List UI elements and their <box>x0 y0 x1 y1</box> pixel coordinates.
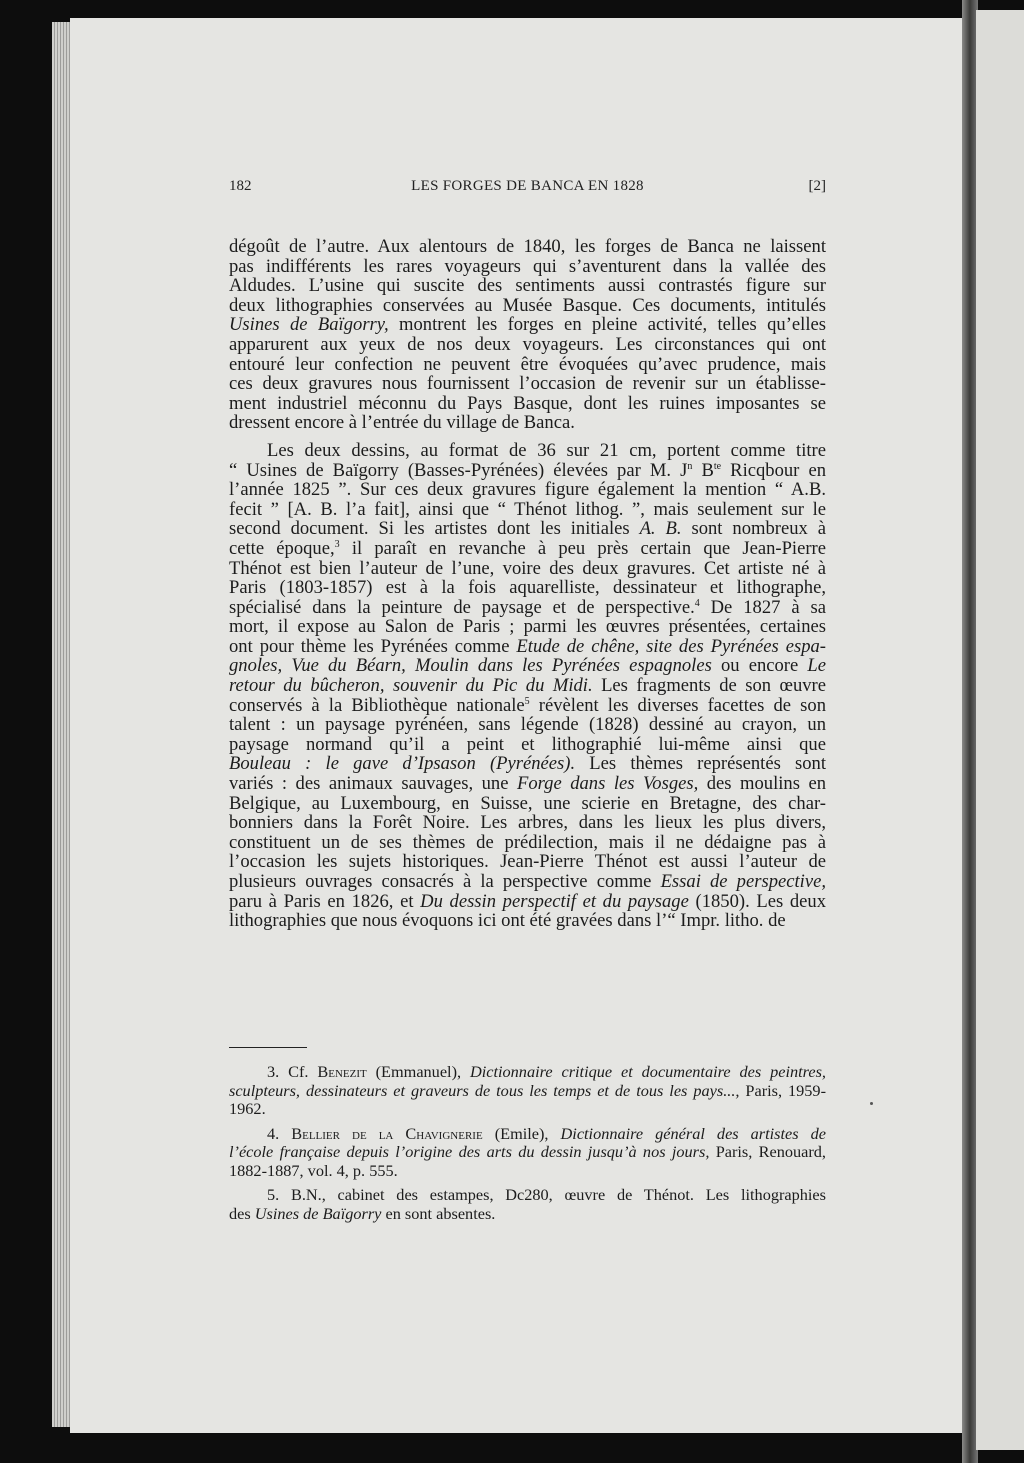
paragraph <box>229 441 826 931</box>
text-run: B <box>692 459 714 481</box>
text-run: il paraît en revanche à peu près certain que Jean-Pierre <box>339 537 826 559</box>
italic-text: gnoles, Vue du Béarn, Moulin dans les Pyrénées espagnoles <box>229 655 712 677</box>
text-line <box>229 480 826 500</box>
footnote <box>229 1125 826 1181</box>
text-line <box>229 637 826 657</box>
footnote-rule <box>229 1047 307 1048</box>
text-run: dressent encore à l’entrée du village de Banca. <box>229 412 575 434</box>
text-line <box>229 1143 826 1162</box>
text-run: pas indifférents les rares voyageurs qui s’aventurent dans la vallée des <box>229 255 826 277</box>
text-run: 3. Cf. <box>267 1062 318 1081</box>
facing-page-edge <box>976 10 1024 1450</box>
text-line <box>229 696 826 716</box>
text-line <box>229 335 826 355</box>
text-line <box>229 794 826 814</box>
text-run: ou encore <box>711 655 808 677</box>
text-line <box>229 315 826 335</box>
italic-text: l’école française depuis l’origine des arts du dessin jusqu’à nos jours, <box>229 1142 710 1161</box>
italic-text: Du dessin perspectif et du paysage <box>420 890 689 912</box>
text-line <box>229 735 826 755</box>
footnotes <box>229 1063 826 1223</box>
text-line <box>229 617 826 637</box>
text-run: mort, il expose au Salon de Paris ; parmi les œuvres présentées, certaines <box>229 616 826 638</box>
text-run: apparurent aux yeux de nos deux voyageurs. Les circonstances qui ont <box>229 333 826 355</box>
italic-text: Etude de chêne, site des Pyrénées espa- <box>516 635 826 657</box>
text-run: sont nombreux à <box>681 518 826 540</box>
text-line <box>229 656 826 676</box>
text-run: plusieurs ouvrages consacrés à la perspective comme <box>229 871 661 892</box>
text-run: ont pour thème les Pyrénées comme <box>229 635 517 657</box>
running-title: LES FORGES DE BANCA EN 1828 <box>411 178 644 194</box>
text-run: Belgique, au Luxembourg, en Suisse, une scierie en Bretagne, des char- <box>229 792 826 814</box>
text-line <box>229 237 826 257</box>
text-line <box>229 1082 826 1101</box>
text-line <box>229 754 826 774</box>
text-line <box>229 461 826 481</box>
text-line <box>229 676 826 696</box>
footnote <box>229 1186 826 1223</box>
text-run: Paris (1803-1857) est à la fois aquarelliste, dessinateur et lithographe, <box>229 577 826 599</box>
text-run: cette époque, <box>229 537 335 559</box>
text-line <box>229 1205 826 1224</box>
text-run: entouré leur confection ne peuvent être évoquées qu’avec prudence, mais <box>229 353 826 375</box>
text-run: dégoût de l’autre. Aux alentours de 1840, les forges de Banca ne laissent <box>229 236 826 257</box>
page-number: 182 <box>229 178 252 194</box>
italic-text: sculpteurs, dessinateurs et graveurs de tous les temps et de tous les pays..., <box>229 1080 740 1100</box>
text-run: (1850). Les deux <box>688 890 827 912</box>
footnote-ref: n <box>687 460 693 472</box>
text-run: paysage normand qu’il a peint et lithographié lui-même ainsi que <box>229 733 826 755</box>
text-run: 1962. <box>229 1099 266 1118</box>
text-line <box>229 500 826 520</box>
footnote-ref: 5 <box>524 695 530 707</box>
paragraph <box>229 237 826 433</box>
text-line <box>229 519 826 539</box>
text-run: Aldudes. L’usine qui suscite des sentiments aussi contrastés figure sur <box>229 275 826 297</box>
footnote-ref: 4 <box>694 597 700 609</box>
text-run: spécialisé dans la peinture de paysage et de perspective. <box>229 596 695 618</box>
text-run: Les fragments de son œuvre <box>592 675 826 697</box>
text-run: des moulins en <box>698 773 826 795</box>
text-run: ment industriel méconnu du Pays Basque, dont les ruines imposantes se <box>229 392 826 414</box>
text-line <box>229 715 826 735</box>
text-run: second document. Si les artistes dont les initiales <box>229 518 640 540</box>
text-run: bonniers dans la Forêt Noire. Les arbres, dans les lieux les plus divers, <box>229 812 826 834</box>
text-run: Benezit <box>317 1062 367 1081</box>
italic-text: Forge dans les Vosges, <box>516 773 699 795</box>
text-line <box>229 539 826 559</box>
italic-text: Le <box>807 655 826 677</box>
text-line <box>229 852 826 872</box>
text-run: Paris, 1959- <box>739 1080 826 1100</box>
text-run: 5. B.N., cabinet des estampes, Dc280, œuvre de Thénot. Les lithographies <box>267 1185 826 1204</box>
text-run: l’occasion les sujets historiques. Jean-Pierre Thénot est aussi l’auteur de <box>229 851 826 873</box>
text-run: (Emile), <box>482 1123 561 1143</box>
italic-text: Usines de Baïgorry, <box>229 314 389 336</box>
text-run: révèlent les diverses facettes de son <box>529 694 826 716</box>
text-line <box>229 911 826 931</box>
running-header <box>229 178 826 198</box>
text-run: (Emmanuel), <box>366 1062 470 1081</box>
text-line <box>229 1162 826 1181</box>
text-line <box>229 872 826 892</box>
text-line <box>229 1125 826 1144</box>
italic-text: Usines de Baïgorry <box>254 1203 382 1223</box>
text-line <box>229 1186 826 1205</box>
footnote <box>229 1063 826 1119</box>
footnote-ref: 3 <box>334 538 340 550</box>
text-line <box>229 559 826 579</box>
text-line <box>229 578 826 598</box>
italic-text: Dictionnaire général des artistes de <box>560 1123 826 1143</box>
text-run: lithographies que nous évoquons ici ont été gravées dans l’“ Impr. litho. de <box>229 910 786 932</box>
text-line <box>229 394 826 414</box>
text-run: en sont absentes. <box>381 1203 496 1223</box>
text-run: Les deux dessins, au format de 36 sur 21 cm, portent comme titre <box>267 439 826 461</box>
italic-text: Dictionnaire critique et documentaire des peintres, <box>469 1062 826 1081</box>
italic-text: Essai de perspective, <box>660 871 826 892</box>
text-line <box>229 374 826 394</box>
text-run: De 1827 à sa <box>699 596 826 618</box>
text-line <box>229 892 826 912</box>
text-run: Ricqbour en <box>721 459 826 481</box>
text-run: l’année 1825 ”. Sur ces deux gravures figure également la mention “ A.B. <box>229 479 826 501</box>
italic-text: retour du bûcheron, souvenir du Pic du Midi. <box>229 675 593 697</box>
text-run: Bellier de la Chavignerie <box>291 1123 483 1143</box>
text-run: “ Usines de Baïgorry (Basses-Pyrénées) élevées par M. J <box>229 459 688 481</box>
text-line <box>229 1100 826 1119</box>
text-run: Thénot est bien l’auteur de l’une, voire des deux gravures. Cet artiste né à <box>229 557 826 579</box>
text-run: montrent les forges en pleine activité, telles qu’elles <box>388 314 826 336</box>
text-run: 1882-1887, vol. 4, p. 555. <box>229 1160 398 1180</box>
text-line <box>229 441 826 461</box>
italic-text: Bouleau : le gave d’Ipsason (Pyrénées). <box>229 753 576 775</box>
text-run: constituent un de ses thèmes de prédilection, mais il ne dédaigne pas à <box>229 831 826 853</box>
text-run: ces deux gravures nous fournissent l’occasion de revenir sur un établisse- <box>229 373 826 395</box>
text-run: variés : des animaux sauvages, une <box>229 773 517 795</box>
footnote-ref: te <box>713 460 722 472</box>
text-run: Les thèmes représentés sont <box>575 753 826 775</box>
text-line <box>229 276 826 296</box>
italic-text: A. B. <box>639 518 682 540</box>
text-run: Paris, Renouard, <box>709 1142 827 1161</box>
text-run: 4. <box>267 1123 292 1143</box>
text-line <box>229 296 826 316</box>
body-text <box>229 237 826 931</box>
section-marker: [2] <box>808 178 826 194</box>
text-run: paru à Paris en 1826, et <box>229 890 421 912</box>
text-run: fecit ” [A. B. l’a fait], ainsi que “ Thénot lithog. ”, mais seulement sur le <box>229 498 826 520</box>
text-line <box>229 413 826 433</box>
text-line <box>229 355 826 375</box>
text-line <box>229 813 826 833</box>
text-line <box>229 257 826 277</box>
text-run: talent : un paysage pyrénéen, sans légende (1828) dessiné au crayon, un <box>229 714 826 736</box>
text-line <box>229 598 826 618</box>
text-run: des <box>229 1203 255 1223</box>
text-line <box>229 833 826 853</box>
text-run: conservés à la Bibliothèque nationale <box>229 694 525 716</box>
text-run: deux lithographies conservées au Musée Basque. Ces documents, intitulés <box>229 294 826 316</box>
text-line <box>229 774 826 794</box>
text-line <box>229 1063 826 1082</box>
scan-speck <box>870 1102 873 1105</box>
